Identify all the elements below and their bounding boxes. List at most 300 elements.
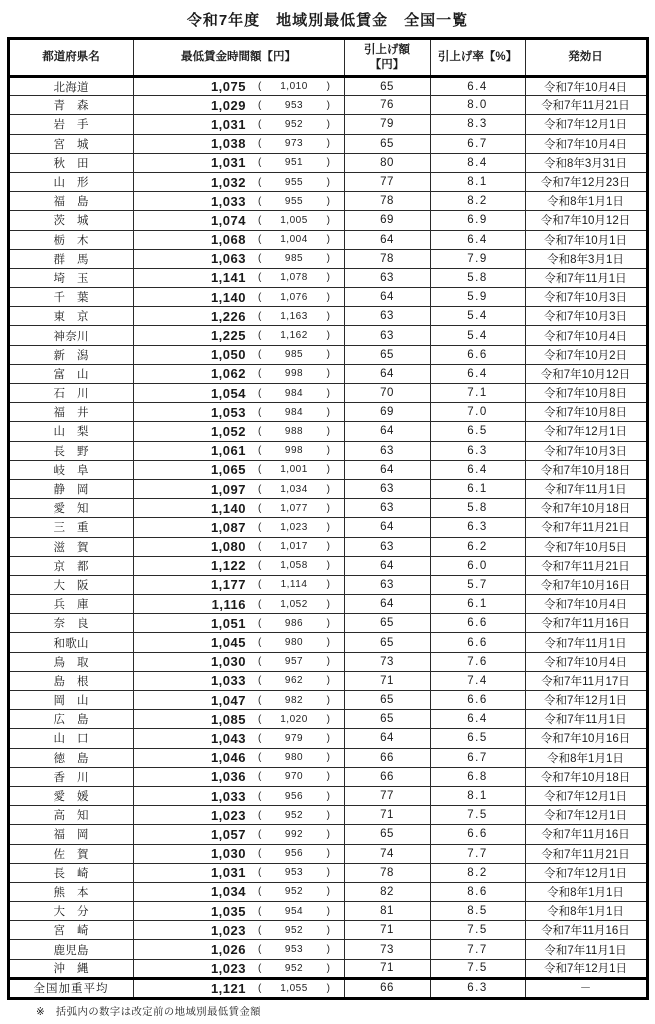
table-row xyxy=(8,115,647,134)
increase-rate: 6.6 xyxy=(430,614,525,633)
increase-amount: 65 xyxy=(344,633,430,652)
increase-rate: 5.8 xyxy=(430,268,525,287)
wage-cell xyxy=(133,326,344,345)
prefecture-name: 島根 xyxy=(8,671,133,690)
effective-date: 令和8年1月1日 xyxy=(525,902,647,921)
wage-cell xyxy=(133,844,344,863)
increase-rate: 7.4 xyxy=(430,671,525,690)
wage-amount: 1,029 xyxy=(210,97,246,113)
wage-cell xyxy=(133,748,344,767)
prefecture-name: 神奈川 xyxy=(8,326,133,345)
wage-amount: 1,085 xyxy=(210,711,246,727)
table-row xyxy=(8,537,647,556)
table-row xyxy=(8,767,647,786)
increase-amount: 63 xyxy=(344,307,430,326)
effective-date: 令和8年3月1日 xyxy=(525,249,647,268)
effective-date: 令和7年11月17日 xyxy=(525,671,647,690)
wage-cell xyxy=(133,460,344,479)
table-row xyxy=(8,921,647,940)
previous-wage: ( 1,058 ) xyxy=(258,560,330,572)
increase-amount: 81 xyxy=(344,902,430,921)
increase-amount: 76 xyxy=(344,96,430,115)
wage-amount: 1,036 xyxy=(210,769,246,785)
table-row xyxy=(8,422,647,441)
table-row xyxy=(8,710,647,729)
wage-amount: 1,097 xyxy=(210,481,246,497)
wage-amount: 1,045 xyxy=(210,635,246,651)
prefecture-name: 広島 xyxy=(8,710,133,729)
effective-date: 令和7年10月8日 xyxy=(525,403,647,422)
wage-amount: 1,080 xyxy=(210,539,246,555)
prefecture-name: 福井 xyxy=(8,403,133,422)
wage-cell xyxy=(133,940,344,959)
previous-wage: ( 1,055 ) xyxy=(258,982,330,994)
effective-date: 令和7年12月1日 xyxy=(525,115,647,134)
increase-amount: 80 xyxy=(344,153,430,172)
increase-amount: 65 xyxy=(344,691,430,710)
previous-wage: ( 1,001 ) xyxy=(258,464,330,476)
increase-amount: 78 xyxy=(344,863,430,882)
table-row xyxy=(8,364,647,383)
effective-date: 令和8年1月1日 xyxy=(525,882,647,901)
prefecture-name: 奈良 xyxy=(8,614,133,633)
wage-amount: 1,061 xyxy=(210,443,246,459)
increase-amount: 63 xyxy=(344,479,430,498)
prefecture-name: 秋田 xyxy=(8,153,133,172)
effective-date: 令和7年12月1日 xyxy=(525,806,647,825)
prefecture-name: 福島 xyxy=(8,192,133,211)
wage-amount: 1,023 xyxy=(210,960,246,976)
table-row xyxy=(8,825,647,844)
increase-amount: 71 xyxy=(344,671,430,690)
increase-amount: 70 xyxy=(344,384,430,403)
increase-rate: 6.7 xyxy=(430,134,525,153)
table-row xyxy=(8,499,647,518)
prefecture-name: 京都 xyxy=(8,556,133,575)
effective-date: 令和8年1月1日 xyxy=(525,748,647,767)
wage-amount: 1,033 xyxy=(210,673,246,689)
wage-cell xyxy=(133,786,344,805)
increase-amount: 63 xyxy=(344,537,430,556)
prefecture-name: 愛媛 xyxy=(8,786,133,805)
wage-amount: 1,121 xyxy=(210,980,246,996)
increase-amount: 64 xyxy=(344,556,430,575)
effective-date: 令和7年10月4日 xyxy=(525,134,647,153)
previous-wage: ( 979 ) xyxy=(258,732,330,744)
prefecture-name: 鳥取 xyxy=(8,652,133,671)
increase-amount: 66 xyxy=(344,767,430,786)
effective-date: 令和7年10月8日 xyxy=(525,384,647,403)
prefecture-name: 三重 xyxy=(8,518,133,537)
previous-wage: ( 956 ) xyxy=(258,848,330,860)
table-row xyxy=(8,211,647,230)
wage-cell xyxy=(133,153,344,172)
prefecture-name: 茨城 xyxy=(8,211,133,230)
table-row xyxy=(8,77,647,96)
prefecture-name: 福岡 xyxy=(8,825,133,844)
increase-rate: 6.4 xyxy=(430,77,525,96)
increase-rate: 7.7 xyxy=(430,844,525,863)
table-row xyxy=(8,729,647,748)
wage-cell xyxy=(133,364,344,383)
previous-wage: ( 984 ) xyxy=(258,406,330,418)
increase-amount: 63 xyxy=(344,326,430,345)
prefecture-name: 山口 xyxy=(8,729,133,748)
table-row xyxy=(8,192,647,211)
wage-cell xyxy=(133,345,344,364)
increase-rate: 8.6 xyxy=(430,882,525,901)
page-title: 令和7年度 地域別最低賃金 全国一覧 xyxy=(186,12,469,29)
previous-wage: ( 962 ) xyxy=(258,675,330,687)
wage-cell xyxy=(133,691,344,710)
previous-wage: ( 1,017 ) xyxy=(258,541,330,553)
table-row xyxy=(8,96,647,115)
increase-rate: 6.4 xyxy=(430,710,525,729)
minimum-wage-table xyxy=(7,37,649,1000)
previous-wage: ( 1,077 ) xyxy=(258,502,330,514)
effective-date: 令和7年11月16日 xyxy=(525,614,647,633)
increase-rate: 7.0 xyxy=(430,403,525,422)
table-body xyxy=(8,77,647,999)
increase-rate: 8.2 xyxy=(430,192,525,211)
wage-cell xyxy=(133,575,344,594)
previous-wage: ( 1,034 ) xyxy=(258,483,330,495)
prefecture-name: 和歌山 xyxy=(8,633,133,652)
table-row xyxy=(8,288,647,307)
wage-amount: 1,030 xyxy=(210,846,246,862)
effective-date: 令和7年10月4日 xyxy=(525,652,647,671)
increase-amount: 65 xyxy=(344,825,430,844)
previous-wage: ( 988 ) xyxy=(258,425,330,437)
increase-rate: 7.5 xyxy=(430,921,525,940)
wage-cell xyxy=(133,172,344,191)
prefecture-name: 佐賀 xyxy=(8,844,133,863)
effective-date: 令和7年11月21日 xyxy=(525,556,647,575)
previous-wage: ( 957 ) xyxy=(258,656,330,668)
table-row xyxy=(8,575,647,594)
wage-amount: 1,140 xyxy=(210,289,246,305)
summary-row xyxy=(8,978,647,998)
header-effective-date: 発効日 xyxy=(525,39,647,77)
wage-amount: 1,074 xyxy=(210,212,246,228)
table-row xyxy=(8,384,647,403)
previous-wage: ( 973 ) xyxy=(258,138,330,150)
effective-date: 令和7年11月21日 xyxy=(525,518,647,537)
wage-amount: 1,062 xyxy=(210,366,246,382)
prefecture-name: 静岡 xyxy=(8,479,133,498)
effective-date: 令和7年10月18日 xyxy=(525,767,647,786)
increase-rate: 6.5 xyxy=(430,729,525,748)
table-row xyxy=(8,249,647,268)
increase-rate: 6.3 xyxy=(430,978,525,998)
effective-date: 令和7年10月4日 xyxy=(525,326,647,345)
increase-amount: 71 xyxy=(344,921,430,940)
table-row xyxy=(8,959,647,978)
previous-wage: ( 1,076 ) xyxy=(258,291,330,303)
effective-date: 令和7年12月1日 xyxy=(525,691,647,710)
wage-amount: 1,068 xyxy=(210,232,246,248)
effective-date: 令和7年10月16日 xyxy=(525,729,647,748)
prefecture-name: 長崎 xyxy=(8,863,133,882)
increase-amount: 78 xyxy=(344,249,430,268)
prefecture-name: 宮城 xyxy=(8,134,133,153)
increase-rate: 7.6 xyxy=(430,652,525,671)
increase-rate: 7.9 xyxy=(430,249,525,268)
table-row xyxy=(8,614,647,633)
previous-wage: ( 1,020 ) xyxy=(258,713,330,725)
increase-rate: 6.4 xyxy=(430,460,525,479)
prefecture-name: 長野 xyxy=(8,441,133,460)
prefecture-name: 富山 xyxy=(8,364,133,383)
table-row xyxy=(8,230,647,249)
prefecture-name: 熊本 xyxy=(8,882,133,901)
increase-rate: 6.5 xyxy=(430,422,525,441)
prefecture-name: 愛知 xyxy=(8,499,133,518)
prefecture-name: 大分 xyxy=(8,902,133,921)
increase-amount: 77 xyxy=(344,786,430,805)
increase-rate: 8.4 xyxy=(430,153,525,172)
wage-cell xyxy=(133,652,344,671)
previous-wage: ( 998 ) xyxy=(258,445,330,457)
wage-cell xyxy=(133,134,344,153)
wage-amount: 1,141 xyxy=(210,270,246,286)
wage-cell xyxy=(133,384,344,403)
prefecture-name: 岡山 xyxy=(8,691,133,710)
effective-date: 令和7年12月1日 xyxy=(525,422,647,441)
previous-wage: ( 952 ) xyxy=(258,118,330,130)
previous-wage: ( 952 ) xyxy=(258,809,330,821)
prefecture-name: 東京 xyxy=(8,307,133,326)
effective-date: 令和7年10月1日 xyxy=(525,230,647,249)
effective-date: 令和7年11月1日 xyxy=(525,479,647,498)
table-row xyxy=(8,595,647,614)
wage-amount: 1,031 xyxy=(210,155,246,171)
previous-wage: ( 1,078 ) xyxy=(258,272,330,284)
effective-date: 令和7年11月1日 xyxy=(525,940,647,959)
increase-rate: 7.5 xyxy=(430,806,525,825)
wage-amount: 1,031 xyxy=(210,116,246,132)
effective-date: 令和7年10月16日 xyxy=(525,575,647,594)
increase-amount: 69 xyxy=(344,211,430,230)
effective-date: 令和7年10月5日 xyxy=(525,537,647,556)
wage-cell xyxy=(133,806,344,825)
effective-date: 令和7年11月1日 xyxy=(525,633,647,652)
wage-cell xyxy=(133,115,344,134)
increase-amount: 64 xyxy=(344,422,430,441)
wage-amount: 1,047 xyxy=(210,692,246,708)
table-row xyxy=(8,671,647,690)
previous-wage: ( 953 ) xyxy=(258,867,330,879)
increase-rate: 7.5 xyxy=(430,959,525,978)
effective-date: 令和7年11月1日 xyxy=(525,710,647,729)
wage-amount: 1,052 xyxy=(210,423,246,439)
effective-date: 令和7年10月12日 xyxy=(525,364,647,383)
table-row xyxy=(8,268,647,287)
increase-amount: 64 xyxy=(344,729,430,748)
previous-wage: ( 970 ) xyxy=(258,771,330,783)
increase-amount: 79 xyxy=(344,115,430,134)
prefecture-name: 山形 xyxy=(8,172,133,191)
increase-rate: 6.2 xyxy=(430,537,525,556)
wage-amount: 1,031 xyxy=(210,865,246,881)
prefecture-name: 大阪 xyxy=(8,575,133,594)
table-row xyxy=(8,863,647,882)
increase-rate: 6.6 xyxy=(430,825,525,844)
wage-cell xyxy=(133,518,344,537)
effective-date: 令和7年12月1日 xyxy=(525,959,647,978)
prefecture-name: 千葉 xyxy=(8,288,133,307)
wage-amount: 1,225 xyxy=(210,328,246,344)
wage-cell xyxy=(133,556,344,575)
previous-wage: ( 953 ) xyxy=(258,944,330,956)
wage-cell xyxy=(133,921,344,940)
effective-date: 令和7年10月4日 xyxy=(525,77,647,96)
wage-amount: 1,026 xyxy=(210,942,246,958)
wage-amount: 1,054 xyxy=(210,385,246,401)
previous-wage: ( 982 ) xyxy=(258,694,330,706)
table-row xyxy=(8,403,647,422)
increase-amount: 63 xyxy=(344,499,430,518)
increase-rate: 8.3 xyxy=(430,115,525,134)
increase-amount: 82 xyxy=(344,882,430,901)
wage-cell xyxy=(133,710,344,729)
wage-cell xyxy=(133,499,344,518)
wage-amount: 1,050 xyxy=(210,347,246,363)
increase-amount: 63 xyxy=(344,441,430,460)
prefecture-name: 沖縄 xyxy=(8,959,133,978)
wage-cell xyxy=(133,959,344,978)
table-row xyxy=(8,345,647,364)
previous-wage: ( 1,004 ) xyxy=(258,234,330,246)
wage-amount: 1,051 xyxy=(210,615,246,631)
previous-wage: ( 1,010 ) xyxy=(258,81,330,93)
previous-wage: ( 1,023 ) xyxy=(258,521,330,533)
increase-rate: 8.1 xyxy=(430,172,525,191)
effective-date: 令和8年1月1日 xyxy=(525,192,647,211)
wage-cell xyxy=(133,230,344,249)
table-row xyxy=(8,134,647,153)
wage-cell xyxy=(133,671,344,690)
prefecture-name: 北海道 xyxy=(8,77,133,96)
prefecture-name: 高知 xyxy=(8,806,133,825)
increase-rate: 6.6 xyxy=(430,345,525,364)
effective-date: 令和7年11月16日 xyxy=(525,825,647,844)
increase-amount: 65 xyxy=(344,134,430,153)
prefecture-name: 埼玉 xyxy=(8,268,133,287)
wage-cell xyxy=(133,403,344,422)
table-row xyxy=(8,172,647,191)
increase-amount: 66 xyxy=(344,978,430,998)
previous-wage: ( 955 ) xyxy=(258,195,330,207)
wage-amount: 1,046 xyxy=(210,750,246,766)
increase-rate: 8.0 xyxy=(430,96,525,115)
previous-wage: ( 952 ) xyxy=(258,886,330,898)
wage-amount: 1,075 xyxy=(210,79,246,95)
increase-rate: 6.8 xyxy=(430,767,525,786)
effective-date: 令和7年10月18日 xyxy=(525,460,647,479)
header-increase-line1: 引上げ額 xyxy=(364,44,410,57)
increase-rate: 6.1 xyxy=(430,595,525,614)
wage-cell xyxy=(133,249,344,268)
table-row xyxy=(8,806,647,825)
wage-amount: 1,023 xyxy=(210,922,246,938)
prefecture-name: 石川 xyxy=(8,384,133,403)
increase-amount: 71 xyxy=(344,806,430,825)
wage-amount: 1,140 xyxy=(210,500,246,516)
increase-rate: 6.4 xyxy=(430,230,525,249)
table-row xyxy=(8,652,647,671)
wage-amount: 1,087 xyxy=(210,519,246,535)
wage-cell xyxy=(133,767,344,786)
prefecture-name: 香川 xyxy=(8,767,133,786)
wage-cell xyxy=(133,96,344,115)
table-row xyxy=(8,633,647,652)
prefecture-name: 群馬 xyxy=(8,249,133,268)
prefecture-name: 新潟 xyxy=(8,345,133,364)
previous-wage: ( 952 ) xyxy=(258,924,330,936)
increase-amount: 73 xyxy=(344,940,430,959)
wage-cell xyxy=(133,729,344,748)
previous-wage: ( 985 ) xyxy=(258,253,330,265)
effective-date: 令和8年3月31日 xyxy=(525,153,647,172)
header-increase-line2: 【円】 xyxy=(369,58,405,71)
wage-cell xyxy=(133,633,344,652)
wage-amount: 1,226 xyxy=(210,308,246,324)
table-row xyxy=(8,460,647,479)
header-wage: 最低賃金時間額【円】 xyxy=(133,39,344,77)
table-row xyxy=(8,326,647,345)
wage-cell xyxy=(133,978,344,998)
increase-amount: 64 xyxy=(344,460,430,479)
increase-amount: 74 xyxy=(344,844,430,863)
wage-cell xyxy=(133,595,344,614)
previous-wage: ( 1,114 ) xyxy=(258,579,330,591)
increase-rate: 6.4 xyxy=(430,364,525,383)
wage-cell xyxy=(133,537,344,556)
increase-rate: 8.2 xyxy=(430,863,525,882)
increase-rate: 7.1 xyxy=(430,384,525,403)
increase-rate: 6.0 xyxy=(430,556,525,575)
wage-amount: 1,038 xyxy=(210,136,246,152)
increase-amount: 73 xyxy=(344,652,430,671)
effective-date: 令和7年12月1日 xyxy=(525,863,647,882)
previous-wage: ( 984 ) xyxy=(258,387,330,399)
prefecture-name: 滋賀 xyxy=(8,537,133,556)
increase-amount: 63 xyxy=(344,268,430,287)
increase-amount: 63 xyxy=(344,575,430,594)
increase-amount: 65 xyxy=(344,345,430,364)
effective-date: 令和7年12月1日 xyxy=(525,786,647,805)
effective-date: 令和7年10月4日 xyxy=(525,595,647,614)
previous-wage: ( 980 ) xyxy=(258,637,330,649)
wage-amount: 1,063 xyxy=(210,251,246,267)
increase-rate: 5.9 xyxy=(430,288,525,307)
previous-wage: ( 986 ) xyxy=(258,617,330,629)
prefecture-name: 徳島 xyxy=(8,748,133,767)
prefecture-name: 宮崎 xyxy=(8,921,133,940)
table-row xyxy=(8,556,647,575)
previous-wage: ( 992 ) xyxy=(258,828,330,840)
prefecture-name: 兵庫 xyxy=(8,595,133,614)
prefecture-name: 岐阜 xyxy=(8,460,133,479)
increase-amount: 66 xyxy=(344,748,430,767)
previous-wage: ( 998 ) xyxy=(258,368,330,380)
increase-rate: 6.7 xyxy=(430,748,525,767)
wage-amount: 1,032 xyxy=(210,174,246,190)
increase-amount: 64 xyxy=(344,364,430,383)
prefecture-name: 岩手 xyxy=(8,115,133,134)
increase-rate: 6.3 xyxy=(430,441,525,460)
